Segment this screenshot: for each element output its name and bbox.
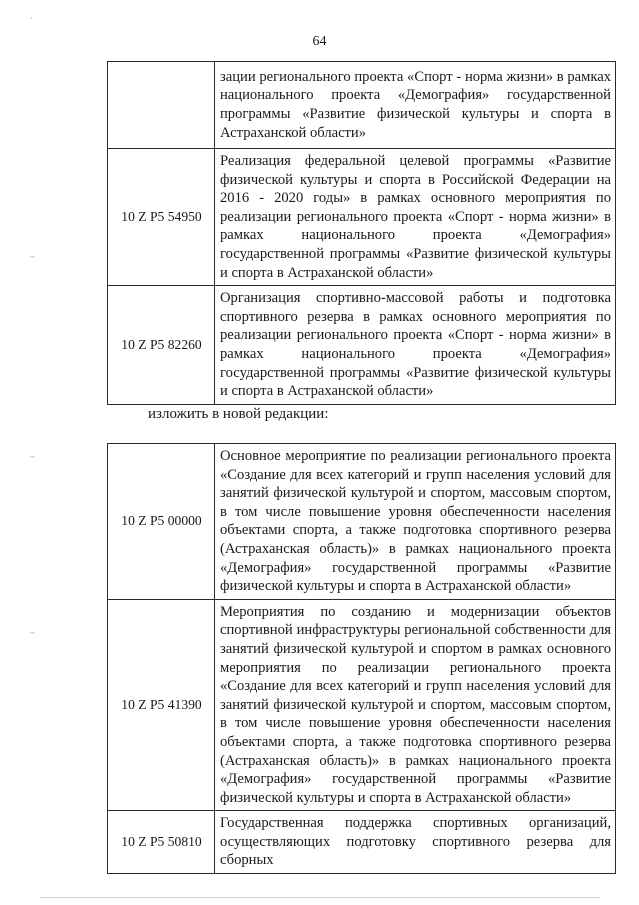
table-row <box>108 811 616 874</box>
codes-table-new <box>107 443 616 874</box>
table-row <box>108 149 616 286</box>
description-cell: Организация спортивно-массовой работы и подготовка спортивного резерва в рамках основного мероприятия по реализации регионального проекта «Спорт - норма жизни» в рамках национального проекта «Демография» государственной программы «Развитие физической культуры и спорта в Астраханской области» <box>215 286 616 405</box>
code-cell: 10 Z P5 50810 <box>108 811 215 874</box>
scan-mark: ~ <box>30 628 35 638</box>
page-number: 64 <box>312 34 327 49</box>
description-cell: Основное мероприятие по реализации регионального проекта «Создание для всех категорий и групп населения условий для занятий физической культурой и спортом, массовым спортом, в том числе повышение уровня обеспеченности населения объектами спорта, а также подготовка спортивного резерва (Астраханская область)» в рамках национального проекта «Демография» государственной программы «Развитие физической культуры и спорта в Астраханской области» <box>215 444 616 600</box>
scan-mark: · <box>30 13 33 23</box>
table-row <box>108 62 616 149</box>
code-cell <box>108 62 215 149</box>
code-cell: 10 Z P5 82260 <box>108 286 215 405</box>
instruction-text: изложить в новой редакции: <box>148 406 329 422</box>
code-cell: 10 Z P5 41390 <box>108 599 215 811</box>
code-cell: 10 Z P5 54950 <box>108 149 215 286</box>
table-row <box>108 286 616 405</box>
page-bottom-edge <box>40 897 600 898</box>
description-cell: Мероприятия по созданию и модернизации объектов спортивной инфраструктуры региональной собственности для занятий физической культурой и спортом в рамках основного мероприятия по реализации регионального проекта «Создание для всех категорий и групп населения условий для занятий физической культурой и спортом, массовым спортом, в том числе повышение уровня обеспеченности населения объектами спорта, а также подготовка спортивного резерва (Астраханская область)» в рамках национального проекта «Демография» государственной программы «Развитие физической культуры и спорта в Астраханской области» <box>215 599 616 811</box>
codes-table-old <box>107 61 616 405</box>
code-cell: 10 Z P5 00000 <box>108 444 215 600</box>
table-row <box>108 599 616 811</box>
description-cell: Реализация федеральной целевой программы «Развитие физической культуры и спорта в Российской Федерации на 2016 - 2020 годы» в рамках основного мероприятия по реализации регионального проекта «Спорт - норма жизни» в рамках национального проекта «Демография» государственной программы «Развитие физической культуры и спорта в Астраханской области» <box>215 149 616 286</box>
scan-mark: ~ <box>30 452 35 462</box>
description-cell: зации регионального проекта «Спорт - норма жизни» в рамках национального проекта «Демография» государственной программы «Развитие физической культуры и спорта в Астраханской области» <box>215 62 616 149</box>
description-cell: Государственная поддержка спортивных организаций, осуществляющих подготовку спортивного резерва для сборных <box>215 811 616 874</box>
scan-mark: ~ <box>30 252 35 262</box>
table-row <box>108 444 616 600</box>
